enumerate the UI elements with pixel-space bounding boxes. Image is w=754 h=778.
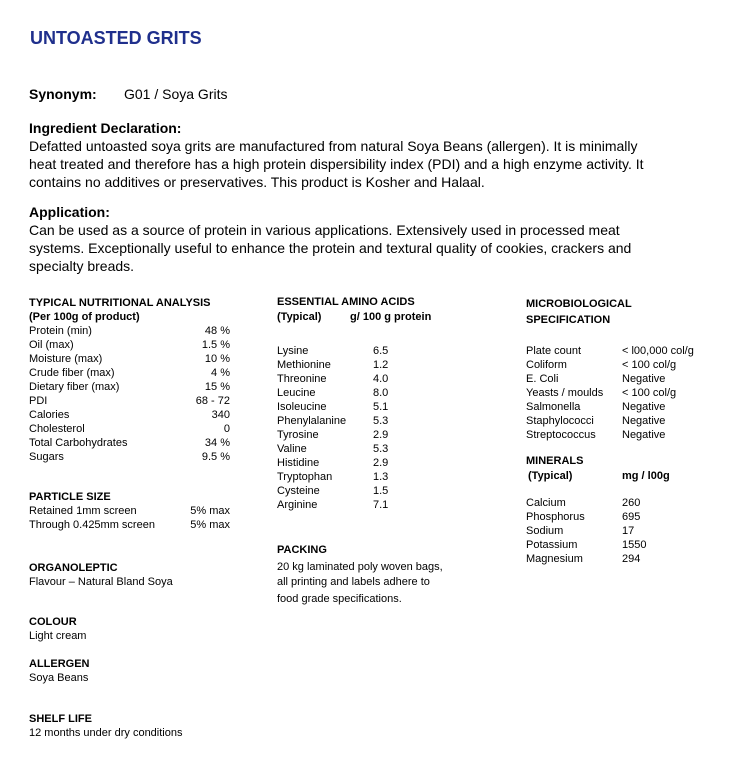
nutrition-value: 10 %: [204, 353, 230, 365]
ingredient-line: contains no additives or preservatives. This product is Kosher and Halaal.: [29, 174, 485, 190]
mineral-name: Potassium: [526, 539, 578, 551]
nutrition-subheading: (Per 100g of product): [29, 311, 140, 323]
particle-heading: PARTICLE SIZE: [29, 491, 111, 503]
micro-heading: MICROBIOLOGICAL: [526, 298, 632, 310]
ingredient-line: heat treated and therefore has a high protein dispersibility index (PDI) and a high enzyme activity. It: [29, 156, 644, 172]
amino-value: 5.1: [373, 401, 389, 413]
micro-name: E. Coli: [526, 373, 559, 385]
mineral-name: Magnesium: [526, 553, 583, 565]
amino-value: 4.0: [373, 373, 389, 385]
nutrition-name: Sugars: [29, 451, 64, 463]
nutrition-name: Oil (max): [29, 339, 74, 351]
amino-name: Lysine: [277, 345, 309, 357]
micro-heading-line2: SPECIFICATION: [526, 314, 611, 326]
nutrition-value: 4 %: [211, 367, 230, 379]
particle-value: 5% max: [190, 505, 230, 517]
amino-sub-right: g/ 100 g protein: [350, 311, 432, 323]
micro-value: < l00,000 col/g: [622, 345, 694, 357]
organoleptic-text: Flavour – Natural Bland Soya: [29, 576, 173, 588]
micro-name: Streptococcus: [526, 429, 596, 441]
amino-heading: ESSENTIAL AMINO ACIDS: [277, 296, 415, 308]
micro-name: Plate count: [526, 345, 582, 357]
mineral-name: Sodium: [526, 525, 564, 537]
amino-value: 5.3: [373, 443, 389, 455]
synonym-value: G01 / Soya Grits: [124, 86, 228, 102]
amino-name: Arginine: [277, 499, 318, 511]
amino-value: 1.2: [373, 359, 389, 371]
micro-name: Coliform: [526, 359, 567, 371]
nutrition-name: Moisture (max): [29, 353, 103, 365]
application-line: Can be used as a source of protein in various applications. Extensively used in processed meat: [29, 222, 620, 238]
nutrition-value: 68 - 72: [195, 395, 230, 407]
amino-value: 1.5: [373, 485, 389, 497]
organoleptic-heading: ORGANOLEPTIC: [29, 562, 118, 574]
amino-name: Histidine: [277, 457, 320, 469]
application-line: specialty breads.: [29, 258, 135, 274]
amino-value: 2.9: [373, 457, 389, 469]
nutrition-value: 9.5 %: [201, 451, 230, 463]
amino-value: 1.3: [373, 471, 389, 483]
micro-name: Salmonella: [526, 401, 581, 413]
application-line: systems. Exceptionally useful to enhance the protein and textural quality of cookies, crackers and: [29, 240, 632, 256]
amino-name: Phenylalanine: [277, 415, 347, 427]
synonym-line: [29, 86, 228, 102]
micro-value: Negative: [622, 373, 666, 385]
packing-heading: PACKING: [277, 544, 327, 556]
amino-value: 5.3: [373, 415, 389, 427]
nutrition-value: 34 %: [204, 437, 230, 449]
nutrition-name: Dietary fiber (max): [29, 381, 120, 393]
nutrition-value: 15 %: [204, 381, 230, 393]
particle-value: 5% max: [190, 519, 230, 531]
nutrition-name: Calories: [29, 409, 70, 421]
synonym-label: Synonym:: [29, 86, 97, 102]
nutrition-heading: TYPICAL NUTRITIONAL ANALYSIS: [29, 297, 211, 309]
amino-value: 7.1: [373, 499, 389, 511]
packing-line: 20 kg laminated poly woven bags,: [277, 561, 443, 573]
amino-name: Tyrosine: [277, 429, 319, 441]
micro-value: < 100 col/g: [622, 387, 677, 399]
application-heading: Application:: [29, 204, 110, 220]
packing-line: food grade specifications.: [277, 593, 402, 605]
application-paragraph: [29, 221, 687, 275]
amino-value: 8.0: [373, 387, 389, 399]
minerals-heading: MINERALS: [526, 455, 584, 467]
nutrition-name: Cholesterol: [29, 423, 85, 435]
ingredient-paragraph: [29, 137, 687, 191]
shelf-life-text: 12 months under dry conditions: [29, 727, 183, 739]
amino-value: 2.9: [373, 429, 389, 441]
mineral-value: 260: [622, 497, 641, 509]
amino-value: 6.5: [373, 345, 389, 357]
micro-name: Staphylococci: [526, 415, 594, 427]
amino-name: Isoleucine: [277, 401, 327, 413]
micro-value: Negative: [622, 429, 666, 441]
document-title: UNTOASTED GRITS: [30, 28, 202, 48]
colour-heading: COLOUR: [29, 616, 77, 628]
mineral-value: 695: [622, 511, 641, 523]
nutrition-name: Protein (min): [29, 325, 92, 337]
minerals-sub-right: mg / l00g: [622, 470, 670, 482]
nutrition-value: 0: [223, 423, 230, 435]
ingredient-line: Defatted untoasted soya grits are manufactured from natural Soya Beans (allergen). It is minimally: [29, 138, 638, 154]
amino-name: Tryptophan: [277, 471, 333, 483]
micro-value: < 100 col/g: [622, 359, 677, 371]
allergen-heading: ALLERGEN: [29, 658, 90, 670]
amino-name: Threonine: [277, 373, 327, 385]
micro-value: Negative: [622, 401, 666, 413]
nutrition-value: 340: [211, 409, 230, 421]
nutrition-name: Total Carbohydrates: [29, 437, 128, 449]
amino-name: Methionine: [277, 359, 331, 371]
allergen-text: Soya Beans: [29, 672, 89, 684]
colour-text: Light cream: [29, 630, 87, 642]
packing-line: all printing and labels adhere to: [277, 576, 430, 588]
nutrition-name: PDI: [29, 395, 48, 407]
amino-name: Valine: [277, 443, 307, 455]
shelf-life-heading: SHELF LIFE: [29, 713, 92, 725]
amino-sub-left: (Typical): [277, 311, 322, 323]
nutrition-value: 1.5 %: [201, 339, 230, 351]
mineral-name: Phosphorus: [526, 511, 585, 523]
particle-name: Through 0.425mm screen: [29, 519, 155, 531]
mineral-value: 17: [622, 525, 635, 537]
minerals-sub-left: (Typical): [528, 470, 573, 482]
nutrition-name: Crude fiber (max): [29, 367, 115, 379]
ingredient-heading: Ingredient Declaration:: [29, 120, 182, 136]
amino-name: Leucine: [277, 387, 316, 399]
amino-name: Cysteine: [277, 485, 320, 497]
nutrition-value: 48 %: [204, 325, 230, 337]
mineral-value: 1550: [622, 539, 647, 551]
micro-value: Negative: [622, 415, 666, 427]
mineral-value: 294: [622, 553, 641, 565]
micro-name: Yeasts / moulds: [526, 387, 604, 399]
mineral-name: Calcium: [526, 497, 566, 509]
particle-name: Retained 1mm screen: [29, 505, 137, 517]
